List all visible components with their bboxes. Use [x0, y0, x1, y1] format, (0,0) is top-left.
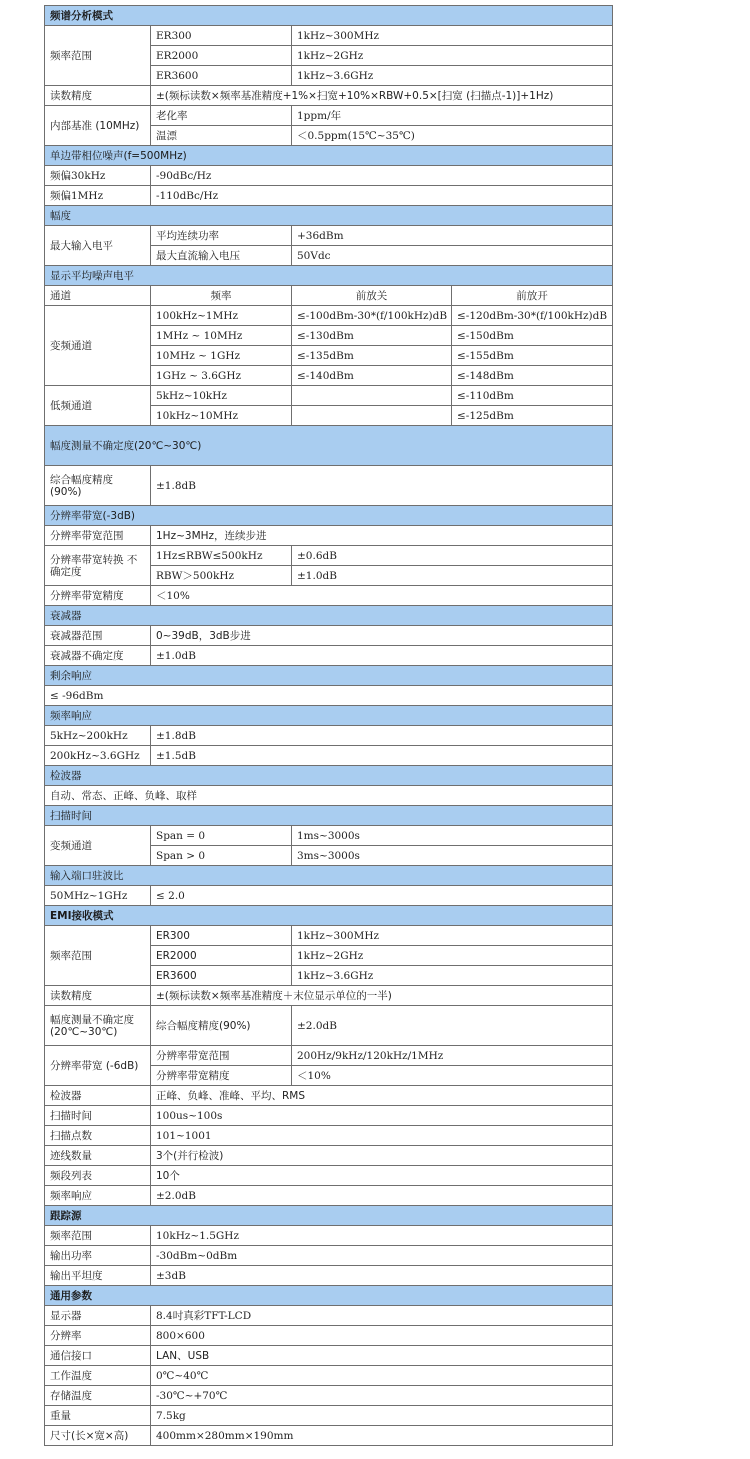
cell-freq: 10MHz ~ 1GHz [151, 346, 292, 366]
cell-freq: 10kHz~10MHz [151, 406, 292, 426]
cell-value: 1kHz~3.6GHz [292, 66, 613, 86]
row-label: 输出平坦度 [45, 1266, 151, 1286]
cell-value: 8.4吋真彩TFT-LCD [151, 1306, 613, 1326]
cell-pre-on: ≤-155dBm [452, 346, 613, 366]
section-header: 扫描时间 [45, 806, 613, 826]
cell-name: 老化率 [151, 106, 292, 126]
cell-freq: 100kHz~1MHz [151, 306, 292, 326]
cell-freq: 1MHz ~ 10MHz [151, 326, 292, 346]
section-header: 幅度测量不确定度(20℃~30℃) [45, 426, 613, 466]
row-label: 分辨率带宽精度 [45, 586, 151, 606]
cell-value: 50Vdc [292, 246, 613, 266]
cell-value: 0℃~40℃ [151, 1366, 613, 1386]
cell-pre-off [292, 406, 452, 426]
section-header: 分辨率带宽(-3dB) [45, 506, 613, 526]
cell-value: -30dBm~0dBm [151, 1246, 613, 1266]
cell-model: ER3600 [151, 966, 292, 986]
cell-value: ±3dB [151, 1266, 613, 1286]
cell-value: 0~39dB，3dB步进 [151, 626, 613, 646]
cell-value: 800×600 [151, 1326, 613, 1346]
cell-name: 最大直流输入电压 [151, 246, 292, 266]
row-label: 读数精度 [45, 986, 151, 1006]
cell-name: 分辨率带宽精度 [151, 1066, 292, 1086]
cell-freq: 5kHz~10kHz [151, 386, 292, 406]
row-label: 扫描点数 [45, 1126, 151, 1146]
cell-name: 1Hz≤RBW≤500kHz [151, 546, 292, 566]
row-label: 分辨率 [45, 1326, 151, 1346]
row-label: 综合幅度精度 (90%) [45, 466, 151, 506]
section-header: 检波器 [45, 766, 613, 786]
row-label: 最大输入电平 [45, 226, 151, 266]
row-label: 变频通道 [45, 306, 151, 386]
cell-name: 温漂 [151, 126, 292, 146]
cell-pre-on: ≤-125dBm [452, 406, 613, 426]
column-header: 前放开 [452, 286, 613, 306]
cell-value: ＜10% [292, 1066, 613, 1086]
cell-value: 200Hz/9kHz/120kHz/1MHz [292, 1046, 613, 1066]
cell-pre-off: ≤-135dBm [292, 346, 452, 366]
cell-value: 1kHz~2GHz [292, 46, 613, 66]
row-label: 通信接口 [45, 1346, 151, 1366]
row-label: 读数精度 [45, 86, 151, 106]
row-label: 迹线数量 [45, 1146, 151, 1166]
row-label: 频率范围 [45, 926, 151, 986]
row-label: 显示器 [45, 1306, 151, 1326]
cell-value: 1kHz~3.6GHz [292, 966, 613, 986]
row-label: 存储温度 [45, 1386, 151, 1406]
cell-value: 3ms~3000s [292, 846, 613, 866]
section-header: 跟踪源 [45, 1206, 613, 1226]
cell-pre-off: ≤-130dBm [292, 326, 452, 346]
cell-value: -90dBc/Hz [151, 166, 613, 186]
row-label: 衰减器不确定度 [45, 646, 151, 666]
cell-pre-on: ≤-110dBm [452, 386, 613, 406]
cell-value: ≤ -96dBm [45, 686, 613, 706]
column-header: 频率 [151, 286, 292, 306]
cell-value: 1kHz~300MHz [292, 26, 613, 46]
cell-value: -30℃~+70℃ [151, 1386, 613, 1406]
cell-value: ±(频标读数×频率基准精度+1%×扫宽+10%×RBW+0.5×[扫宽 (扫描点-1)]+1Hz) [151, 86, 613, 106]
row-label: 频率范围 [45, 1226, 151, 1246]
cell-value: 3个(并行检波) [151, 1146, 613, 1166]
row-label: 幅度测量不确定度(20℃~30℃) [45, 1006, 151, 1046]
cell-value: -110dBc/Hz [151, 186, 613, 206]
row-label: 分辨率带宽 (-6dB) [45, 1046, 151, 1086]
cell-value: LAN、USB [151, 1346, 613, 1366]
cell-value: +36dBm [292, 226, 613, 246]
row-label: 衰减器范围 [45, 626, 151, 646]
section-header: 剩余响应 [45, 666, 613, 686]
cell-name: Span = 0 [151, 826, 292, 846]
cell-model: ER300 [151, 926, 292, 946]
section-header: 通用参数 [45, 1286, 613, 1306]
cell-pre-on: ≤-150dBm [452, 326, 613, 346]
section-header: 显示平均噪声电平 [45, 266, 613, 286]
cell-value: ±1.0dB [292, 566, 613, 586]
cell-value: ±1.0dB [151, 646, 613, 666]
cell-pre-off: ≤-100dBm-30*(f/100kHz)dB [292, 306, 452, 326]
row-label: 内部基准 (10MHz) [45, 106, 151, 146]
row-label: 检波器 [45, 1086, 151, 1106]
cell-name: 平均连续功率 [151, 226, 292, 246]
cell-value: ±1.8dB [151, 726, 613, 746]
cell-value: ±0.6dB [292, 546, 613, 566]
cell-value: ＜0.5ppm(15℃~35℃) [292, 126, 613, 146]
row-label: 频率响应 [45, 1186, 151, 1206]
row-label: 变频通道 [45, 826, 151, 866]
cell-value: ≤ 2.0 [151, 886, 613, 906]
cell-name: RBW＞500kHz [151, 566, 292, 586]
cell-value: 101~1001 [151, 1126, 613, 1146]
cell-pre-off [292, 386, 452, 406]
cell-name: Span > 0 [151, 846, 292, 866]
cell-freq: 1GHz ~ 3.6GHz [151, 366, 292, 386]
cell-value: ±1.5dB [151, 746, 613, 766]
section-header: 输入端口驻波比 [45, 866, 613, 886]
cell-value: 1Hz~3MHz，连续步进 [151, 526, 613, 546]
cell-value: ±2.0dB [292, 1006, 613, 1046]
cell-model: ER2000 [151, 46, 292, 66]
row-label: 频率范围 [45, 26, 151, 86]
cell-name: 分辨率带宽范围 [151, 1046, 292, 1066]
cell-name: 综合幅度精度(90%) [151, 1006, 292, 1046]
row-label: 输出功率 [45, 1246, 151, 1266]
section-header: EMI接收模式 [45, 906, 613, 926]
cell-value: 1kHz~2GHz [292, 946, 613, 966]
cell-pre-off: ≤-140dBm [292, 366, 452, 386]
cell-pre-on: ≤-148dBm [452, 366, 613, 386]
cell-value: 7.5kg [151, 1406, 613, 1426]
row-label: 分辨率带宽范围 [45, 526, 151, 546]
cell-value: 1kHz~300MHz [292, 926, 613, 946]
row-label: 频偏1MHz [45, 186, 151, 206]
row-label: 分辨率带宽转换 不确定度 [45, 546, 151, 586]
row-label: 低频通道 [45, 386, 151, 426]
row-label: 200kHz~3.6GHz [45, 746, 151, 766]
cell-value: ±1.8dB [151, 466, 613, 506]
cell-model: ER300 [151, 26, 292, 46]
spec-table [44, 5, 613, 1446]
cell-model: ER2000 [151, 946, 292, 966]
cell-value: ±2.0dB [151, 1186, 613, 1206]
row-label: 50MHz~1GHz [45, 886, 151, 906]
cell-value: 10个 [151, 1166, 613, 1186]
cell-value: 自动、常态、正峰、负峰、取样 [45, 786, 613, 806]
cell-value: 100us~100s [151, 1106, 613, 1126]
cell-value: ±(频标读数×频率基准精度＋末位显示单位的一半) [151, 986, 613, 1006]
row-label: 重量 [45, 1406, 151, 1426]
cell-value: 400mm×280mm×190mm [151, 1426, 613, 1446]
section-header: 幅度 [45, 206, 613, 226]
section-header: 单边带相位噪声(f=500MHz) [45, 146, 613, 166]
section-header: 频率响应 [45, 706, 613, 726]
cell-value: 正峰、负峰、准峰、平均、RMS [151, 1086, 613, 1106]
cell-pre-on: ≤-120dBm-30*(f/100kHz)dB [452, 306, 613, 326]
row-label: 5kHz~200kHz [45, 726, 151, 746]
column-header: 通道 [45, 286, 151, 306]
cell-value: 1ppm/年 [292, 106, 613, 126]
row-label: 频偏30kHz [45, 166, 151, 186]
section-header: 衰减器 [45, 606, 613, 626]
row-label: 工作温度 [45, 1366, 151, 1386]
cell-model: ER3600 [151, 66, 292, 86]
row-label: 尺寸(长×宽×高) [45, 1426, 151, 1446]
row-label: 频段列表 [45, 1166, 151, 1186]
column-header: 前放关 [292, 286, 452, 306]
section-header: 频谱分析模式 [45, 6, 613, 26]
cell-value: ＜10% [151, 586, 613, 606]
cell-value: 1ms~3000s [292, 826, 613, 846]
row-label: 扫描时间 [45, 1106, 151, 1126]
cell-value: 10kHz~1.5GHz [151, 1226, 613, 1246]
